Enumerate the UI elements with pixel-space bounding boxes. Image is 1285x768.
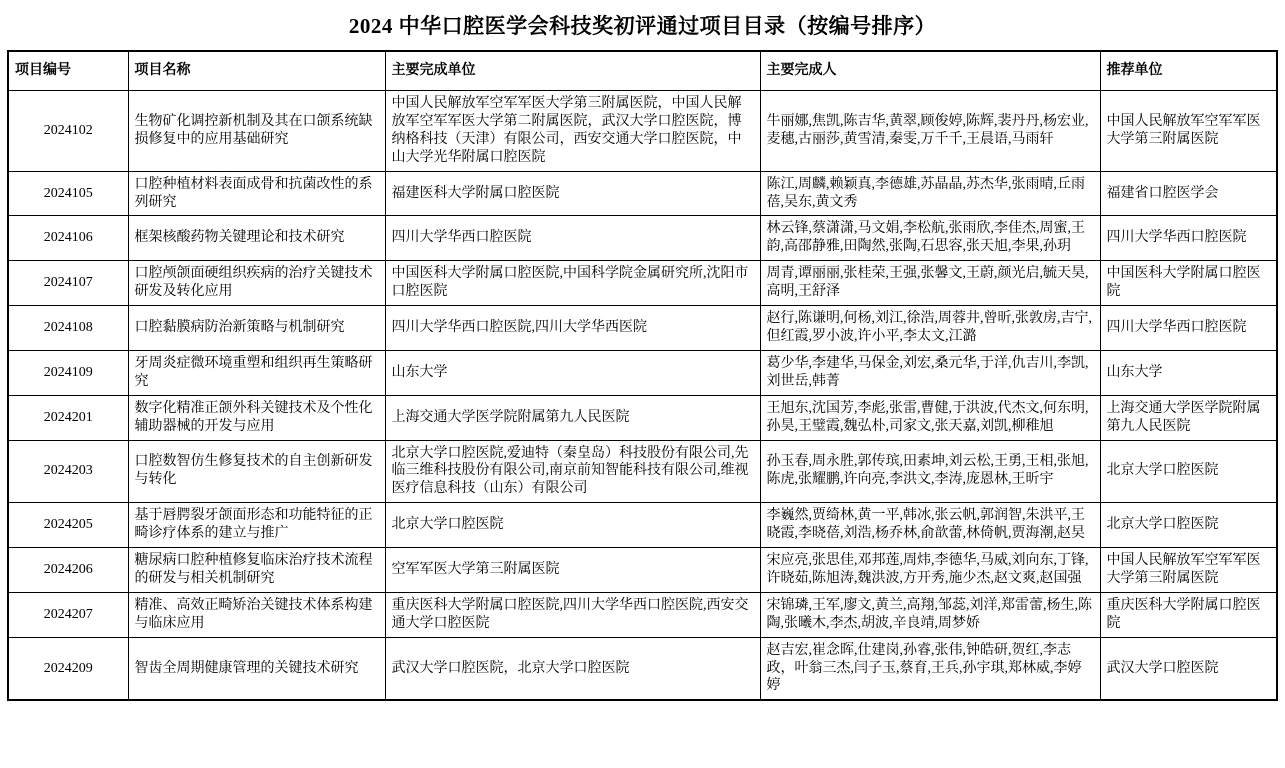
cell-id: 2024203: [8, 440, 128, 503]
table-row: [8, 171, 1277, 216]
cell-recommender: 四川大学华西口腔医院: [1100, 306, 1277, 351]
cell-recommender: 重庆医科大学附属口腔医院: [1100, 592, 1277, 637]
table-row: [8, 91, 1277, 172]
cell-units: 上海交通大学医学院附属第九人民医院: [385, 395, 760, 440]
cell-name: 糖尿病口腔种植修复临床治疗技术流程的研发与相关机制研究: [128, 548, 385, 593]
cell-name: 口腔颅颌面硬组织疾病的治疗关键技术研发及转化应用: [128, 261, 385, 306]
table-row: [8, 216, 1277, 261]
cell-people: 赵吉宏,崔念晖,仕建岗,孙睿,张伟,钟皓研,贺红,李志政，叶翁三杰,闫子玉,蔡育,王兵,孙宇琪,郑林威,李婷婷: [760, 637, 1100, 700]
projects-table: [7, 50, 1278, 701]
cell-units: 武汉大学口腔医院，北京大学口腔医院: [385, 637, 760, 700]
page-title: 2024 中华口腔医学会科技奖初评通过项目目录（按编号排序）: [348, 14, 937, 38]
column-header-main-people: 主要完成人: [760, 51, 1100, 91]
table-row: [8, 503, 1277, 548]
cell-id: 2024209: [8, 637, 128, 700]
cell-name: 框架核酸药物关键理论和技术研究: [128, 216, 385, 261]
cell-people: 葛少华,李建华,马保金,刘宏,桑元华,于洋,仇吉川,李凯,刘世岳,韩菁: [760, 350, 1100, 395]
cell-id: 2024206: [8, 548, 128, 593]
cell-name: 口腔种植材料表面成骨和抗菌改性的系列研究: [128, 171, 385, 216]
cell-recommender: 中国人民解放军空军军医大学第三附属医院: [1100, 548, 1277, 593]
cell-id: 2024102: [8, 91, 128, 172]
cell-name: 数字化精准正颌外科关键技术及个性化辅助器械的开发与应用: [128, 395, 385, 440]
cell-people: 宋锦璘,王军,廖文,黄兰,高翔,邹蕊,刘洋,郑雷蕾,杨生,陈陶,张曦木,李杰,胡波,辛良靖,周梦娇: [760, 592, 1100, 637]
table-row: [8, 350, 1277, 395]
cell-id: 2024105: [8, 171, 128, 216]
header-row: [8, 51, 1277, 91]
cell-recommender: 武汉大学口腔医院: [1100, 637, 1277, 700]
table-row: [8, 306, 1277, 351]
cell-id: 2024107: [8, 261, 128, 306]
cell-people: 李巍然,贾绮林,黄一平,韩冰,张云帆,郭润智,朱洪平,王晓霞,李晓蓓,刘浩,杨乔林,俞歆蕾,林倚帆,贾海潮,赵旲: [760, 503, 1100, 548]
cell-units: 重庆医科大学附属口腔医院,四川大学华西口腔医院,西安交通大学口腔医院: [385, 592, 760, 637]
cell-people: 陈江,周麟,赖颖真,李德雄,苏晶晶,苏杰华,张雨晴,丘雨蓓,吴东,黄文秀: [760, 171, 1100, 216]
cell-recommender: 中国医科大学附属口腔医院: [1100, 261, 1277, 306]
cell-recommender: 上海交通大学医学院附属第九人民医院: [1100, 395, 1277, 440]
column-header-main-units: 主要完成单位: [385, 51, 760, 91]
cell-people: 宋应亮,张思佳,邓邦莲,周炜,李德华,马威,刘向东,丁锋,许晓茹,陈旭涛,魏洪波,方开秀,施少杰,赵文爽,赵国强: [760, 548, 1100, 593]
table-row: [8, 637, 1277, 700]
cell-name: 基于唇腭裂牙颌面形态和功能特征的正畸诊疗体系的建立与推广: [128, 503, 385, 548]
cell-people: 王旭东,沈国芳,李彪,张雷,曹健,于洪波,代杰文,何东明,孙昊,王璧霞,魏弘朴,司家文,张天嘉,刘凯,柳稚旭: [760, 395, 1100, 440]
cell-id: 2024201: [8, 395, 128, 440]
column-header-project-name: 项目名称: [128, 51, 385, 91]
cell-recommender: 福建省口腔医学会: [1100, 171, 1277, 216]
cell-units: 山东大学: [385, 350, 760, 395]
cell-people: 赵行,陈谦明,何杨,刘江,徐浩,周蓉井,曾昕,张敦房,吉宁,但红霞,罗小波,许小平,李太文,江潞: [760, 306, 1100, 351]
cell-units: 福建医科大学附属口腔医院: [385, 171, 760, 216]
column-header-recommender: 推荐单位: [1100, 51, 1277, 91]
table-row: [8, 440, 1277, 503]
cell-people: 林云锋,蔡潇潇,马文娟,李松航,张雨欣,李佳杰,周蜜,王韵,高邵静雅,田陶然,张陶,石思容,张天旭,李果,孙玥: [760, 216, 1100, 261]
cell-name: 口腔数智仿生修复技术的自主创新研发与转化: [128, 440, 385, 503]
table-body: [8, 91, 1277, 701]
table-row: [8, 548, 1277, 593]
table-row: [8, 395, 1277, 440]
cell-id: 2024109: [8, 350, 128, 395]
cell-units: 四川大学华西口腔医院,四川大学华西医院: [385, 306, 760, 351]
cell-recommender: 北京大学口腔医院: [1100, 503, 1277, 548]
table-header: [8, 51, 1277, 91]
cell-people: 牛丽娜,焦凯,陈吉华,黄翠,顾俊婷,陈辉,裴丹丹,杨宏业,麦穗,古丽莎,黄雪清,秦雯,万千千,王晨语,马雨轩: [760, 91, 1100, 172]
cell-people: 孙玉春,周永胜,郭传瑸,田素坤,刘云松,王勇,王相,张旭,陈虎,张耀鹏,许向亮,李洪文,李涛,庞恩林,王昕宇: [760, 440, 1100, 503]
cell-id: 2024207: [8, 592, 128, 637]
cell-recommender: 山东大学: [1100, 350, 1277, 395]
cell-units: 四川大学华西口腔医院: [385, 216, 760, 261]
cell-id: 2024108: [8, 306, 128, 351]
cell-units: 中国医科大学附属口腔医院,中国科学院金属研究所,沈阳市口腔医院: [385, 261, 760, 306]
cell-units: 中国人民解放军空军军医大学第三附属医院，中国人民解放军空军军医大学第二附属医院，武汉大学口腔医院，博纳格科技（天津）有限公司，西安交通大学口腔医院，中山大学光华附属口腔医院: [385, 91, 760, 172]
cell-units: 北京大学口腔医院,爱迪特（秦皇岛）科技股份有限公司,先临三维科技股份有限公司,南京前知智能科技有限公司,维视医疗信息科技（山东）有限公司: [385, 440, 760, 503]
cell-units: 空军军医大学第三附属医院: [385, 548, 760, 593]
cell-recommender: 四川大学华西口腔医院: [1100, 216, 1277, 261]
column-header-project-id: 项目编号: [8, 51, 128, 91]
cell-name: 牙周炎症微环境重塑和组织再生策略研究: [128, 350, 385, 395]
cell-id: 2024106: [8, 216, 128, 261]
table-row: [8, 592, 1277, 637]
cell-name: 精准、高效正畸矫治关键技术体系构建与临床应用: [128, 592, 385, 637]
cell-name: 口腔黏膜病防治新策略与机制研究: [128, 306, 385, 351]
cell-id: 2024205: [8, 503, 128, 548]
cell-units: 北京大学口腔医院: [385, 503, 760, 548]
cell-recommender: 北京大学口腔医院: [1100, 440, 1277, 503]
cell-name: 智齿全周期健康管理的关键技术研究: [128, 637, 385, 700]
cell-people: 周青,谭丽丽,张桂荣,王强,张馨文,王蔚,颜光启,毓天昊,高明,王舒泽: [760, 261, 1100, 306]
cell-name: 生物矿化调控新机制及其在口颌系统缺损修复中的应用基础研究: [128, 91, 385, 172]
table-row: [8, 261, 1277, 306]
cell-recommender: 中国人民解放军空军军医大学第三附属医院: [1100, 91, 1277, 172]
